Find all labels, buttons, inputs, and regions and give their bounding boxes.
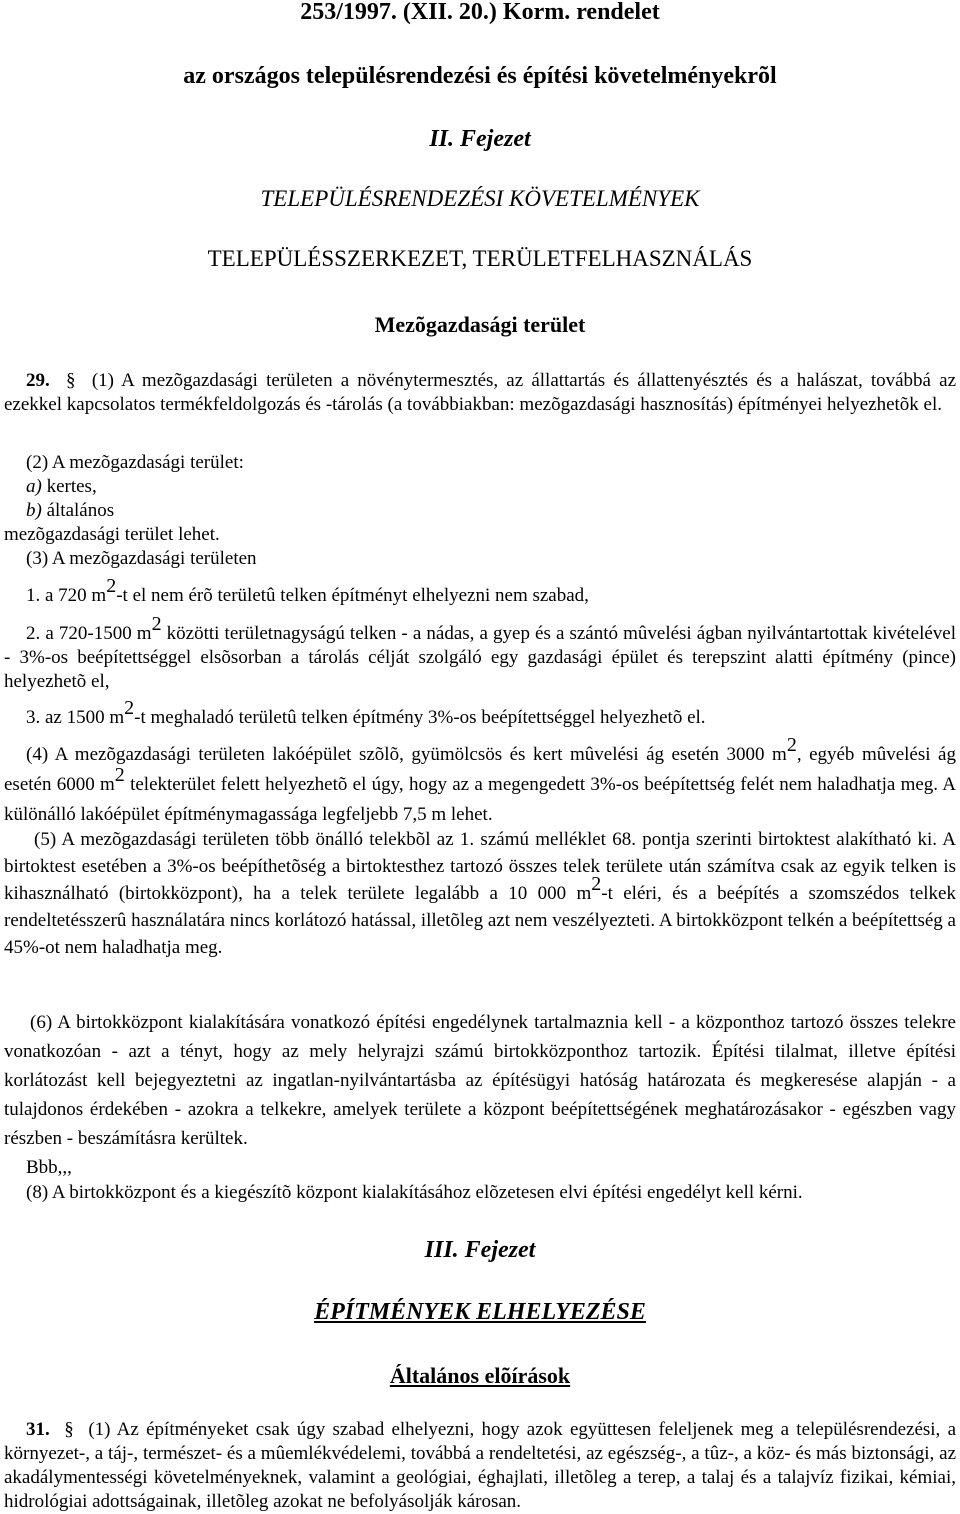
section-sign: §: [66, 370, 76, 391]
superscript: 2: [124, 697, 135, 719]
superscript: 2: [786, 734, 797, 756]
item-text: közötti területnagyságú telken - a nádas, a gyep és a szántó mûvelési ágban nyilvántartottak kivételével - 3%-os beépítettséggel elsõsorban a tárolás célját szolgáló egy gazdasági épület és terepszint alatti építmény (pince) helyezhetõ el,: [4, 623, 957, 692]
paragraph-29-5: [4, 826, 956, 961]
chapter-heading: II. Fejezet: [429, 126, 531, 152]
chapter-3-heading: III. Fejezet: [424, 1237, 536, 1263]
paragraph-29-6: [4, 1008, 956, 1153]
item-label: a): [26, 476, 42, 497]
paragraph-29-3: (3) A mezõgazdasági területen: [26, 548, 257, 569]
item-text: általános: [46, 500, 115, 521]
list-item-3: [26, 697, 956, 730]
paragraph-29-1: [4, 369, 956, 417]
paragraph-text: , egyéb mûvelési ág esetén 6000 m: [4, 744, 956, 795]
paragraph-31-1: [4, 1418, 956, 1514]
chapter-title: TELEPÜLÉSRENDEZÉSI KÖVETELMÉNYEK: [260, 186, 700, 211]
paragraph-text: -t eléri, és a beépítés a szomszédos telkek rendeltetésszerû használatára nincs korlátozó hatással, illetõleg azt nem veszélyezteti. A birtokközpont telkén a beépítettség a 45%-ot nem haladhatja meg.: [4, 883, 956, 958]
section-number: 31.: [26, 1419, 50, 1440]
item-text: -t meghaladó területû telken építmény 3%-os beépítettséggel helyezhetõ el.: [134, 707, 706, 728]
paragraph-text: (6) A birtokközpont kialakítására vonatkozó építési engedélynek tartalmaznia kell - a központhoz tartozó összes telekre vonatkozóan - azt a tényt, hogy az mely helyrajzi számú birtokközponthoz tartozik. Építési tilalmat, illetve építési korlátozást kell bejegyeztetni az ingatlan-nyilvántartásba az építésügyi hatóság határozata és megkeresése alapján - a tulajdonos érdekében - azokra a telkekre, amelyek területe a központ beépítettségének meghatározásakor - egészben vagy részben - beszámításra kerültek.: [4, 1012, 956, 1149]
superscript: 2: [591, 873, 602, 895]
item-text: -t el nem érõ területû telken építményt elhelyezni nem szabad,: [116, 585, 589, 606]
list-item-2: [4, 613, 957, 694]
chapter-3-title: ÉPÍTMÉNYEK ELHELYEZÉSE: [314, 1299, 646, 1325]
item-label: b): [26, 500, 42, 521]
chapter-subtitle: TELEPÜLÉSSZERKEZET, TERÜLETFELHASZNÁLÁS: [207, 246, 753, 271]
item-text: kertes,: [46, 476, 97, 497]
paragraph-text: (5) A mezõgazdasági területen több önálló telekbõl az 1. számú melléklet 68. pontja szerinti birtoktest alakítható ki. A birtoktest esetében a 3%-os beépíthetõség a birtoktesthez tartozó összes telek területe után számítva csak az egyik telken is kihasználható (birtokközpont), ha a telek területe legalább a 10 000 m: [4, 829, 956, 904]
decree-subtitle: az országos településrendezési és építési követelményekrõl: [183, 63, 777, 89]
paragraph-29-4: [4, 734, 956, 830]
paragraph-text: telekterület felett helyezhetõ el úgy, hogy az a megengedett 3%-os beépítettség felét nem haladhatja meg. A különálló lakóépület építménymagassága legfeljebb 7,5 m lehet.: [4, 774, 956, 825]
paragraph-29-2-end: mezõgazdasági terület lehet.: [4, 524, 220, 545]
paragraph-text: (1) Az építményeket csak úgy szabad elhelyezni, hogy azok együttesen feleljenek meg a településrendezési, a környezet-, a táj-, természet- és a mûemlékvédelemi, továbbá a rendeltetési, az egészség-, a tûz-, a köz- és más biztonsági, az akadálymentességi követelményeknek, valamint a geológiai, éghajlati, illetõleg a terep, a talaj és a talajvíz fizikai, kémiai, hidrológiai adottságainak, illetõleg azokat ne befolyásolják károsan.: [4, 1419, 957, 1512]
decree-title: 253/1997. (XII. 20.) Korm. rendelet: [300, 0, 660, 25]
list-item-1: [26, 575, 956, 608]
section-number: 29.: [26, 370, 50, 391]
paragraph-29-bbb: Bbb,,,: [26, 1157, 72, 1178]
list-item-b: [26, 499, 956, 523]
list-item-a: [26, 475, 956, 499]
section-sign: §: [64, 1419, 74, 1440]
section-heading: Mezõgazdasági terület: [374, 312, 586, 337]
chapter-3-section: Általános elõírások: [389, 1363, 571, 1388]
superscript: 2: [106, 575, 117, 597]
paragraph-29-2: (2) A mezõgazdasági terület:: [26, 452, 244, 473]
superscript: 2: [114, 764, 125, 786]
paragraph-text: (1) A mezõgazdasági területen a növénytermesztés, az állattartás és állattenyésztés és a halászat, továbbá az ezekkel kapcsolatos termékfeldolgozás és -tárolás (a továbbiakban: mezõgazdasági hasznosítás) építményei helyezhetõk el.: [4, 370, 957, 415]
item-text: 2. a 720-1500 m: [26, 623, 152, 644]
item-text: 3. az 1500 m: [26, 707, 125, 728]
paragraph-text: (4) A mezõgazdasági területen lakóépület szõlõ, gyümölcsös és kert mûvelési ág esetén 3000 m: [26, 744, 787, 765]
item-text: 1. a 720 m: [26, 585, 107, 606]
superscript: 2: [151, 613, 162, 635]
paragraph-29-8: (8) A birtokközpont és a kiegészítõ központ kialakításához elõzetesen elvi építési engedélyt kell kérni.: [26, 1182, 803, 1203]
